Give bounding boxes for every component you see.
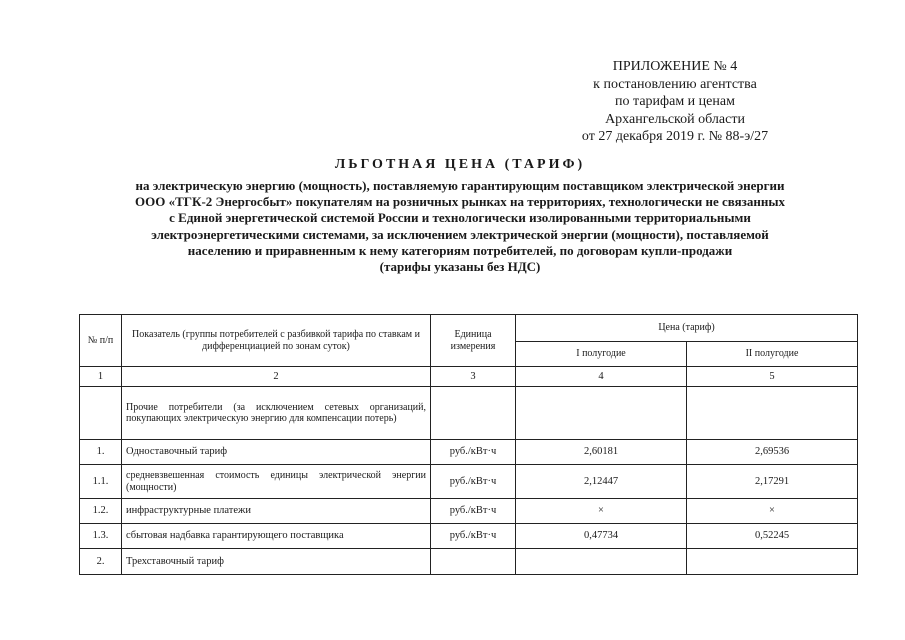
- row-half1: 2,60181: [516, 440, 687, 465]
- row-unit: руб./кВт·ч: [431, 524, 516, 549]
- document-subtitle: [75, 178, 845, 275]
- row-half2: 0,52245: [687, 524, 858, 549]
- column-number: 1: [80, 367, 122, 387]
- row-unit: [431, 549, 516, 575]
- table-row: [80, 549, 858, 575]
- appendix-line-region: Архангельской области: [605, 111, 745, 127]
- column-number: 3: [431, 367, 516, 387]
- document-title: ЛЬГОТНАЯ ЦЕНА (ТАРИФ): [334, 157, 586, 172]
- header-num: № п/п: [80, 315, 122, 367]
- header-half2: II полугодие: [687, 342, 858, 367]
- row-half1: ×: [516, 499, 687, 524]
- row-name: Одноставочный тариф: [122, 440, 431, 465]
- group-label: Прочие потребители (за исключением сетевых организаций, покупающих электрическую энергию для компенсации потерь): [122, 387, 431, 440]
- appendix-number: ПРИЛОЖЕНИЕ № 4: [612, 59, 738, 74]
- table-row: [80, 524, 858, 549]
- table-row: [80, 440, 858, 465]
- row-name: Трехставочный тариф: [122, 549, 431, 575]
- row-half2: 2,17291: [687, 465, 858, 499]
- row-num: 2.: [80, 549, 122, 575]
- row-unit: руб./кВт·ч: [431, 440, 516, 465]
- subtitle-line: населению и приравненным к нему категориям потребителей, по договорам купли-продажи: [187, 242, 733, 258]
- table-header-row: [80, 315, 858, 342]
- row-num: 1.3.: [80, 524, 122, 549]
- column-number-row: [80, 367, 858, 387]
- table-row: [80, 465, 858, 499]
- header-indicator: Показатель (группы потребителей с разбивкой тарифа по ставкам и дифференциацией по зонам суток): [122, 315, 431, 367]
- group-row: [80, 387, 858, 440]
- header-price: Цена (тариф): [516, 315, 858, 342]
- row-num: 1.1.: [80, 465, 122, 499]
- column-number: 5: [687, 367, 858, 387]
- row-half1: 2,12447: [516, 465, 687, 499]
- row-name: инфраструктурные платежи: [122, 499, 431, 524]
- header-half1: I полугодие: [516, 342, 687, 367]
- row-half2: [687, 549, 858, 575]
- appendix-line-agency: по тарифам и ценам: [615, 94, 735, 109]
- appendix-line-resolution: к постановлению агентства: [593, 76, 757, 92]
- table-cell: [516, 387, 687, 440]
- appendix-line-date: от 27 декабря 2019 г. № 88-э/27: [581, 129, 769, 144]
- row-half1: 0,47734: [516, 524, 687, 549]
- subtitle-line: с Единой энергетической системой России и технологически изолированными территориальными: [169, 210, 751, 226]
- subtitle-line: на электрическую энергию (мощность), поставляемую гарантирующим поставщиком электрической энергии: [135, 178, 785, 193]
- row-half2: ×: [687, 499, 858, 524]
- appendix-header: [560, 58, 790, 146]
- column-number: 4: [516, 367, 687, 387]
- row-unit: руб./кВт·ч: [431, 499, 516, 524]
- subtitle-line: ООО «ТГК-2 Энергосбыт» покупателям на розничных рынках на территориях, технологически не связанных: [135, 194, 785, 210]
- subtitle-line: электроэнергетическими системами, за исключением электрической энергии (мощности), поставляемой: [151, 226, 769, 242]
- row-num: 1.: [80, 440, 122, 465]
- table-cell: [80, 387, 122, 440]
- table-row: [80, 499, 858, 524]
- row-name: средневзвешенная стоимость единицы электрической энергии (мощности): [122, 465, 431, 499]
- table-cell: [431, 387, 516, 440]
- table-cell: [687, 387, 858, 440]
- row-unit: руб./кВт·ч: [431, 465, 516, 499]
- column-number: 2: [122, 367, 431, 387]
- subtitle-line: (тарифы указаны без НДС): [379, 259, 541, 275]
- header-unit: Единица измерения: [431, 315, 516, 367]
- row-num: 1.2.: [80, 499, 122, 524]
- row-half2: 2,69536: [687, 440, 858, 465]
- row-half1: [516, 549, 687, 575]
- row-name: сбытовая надбавка гарантирующего поставщика: [122, 524, 431, 549]
- tariff-table: [79, 314, 858, 575]
